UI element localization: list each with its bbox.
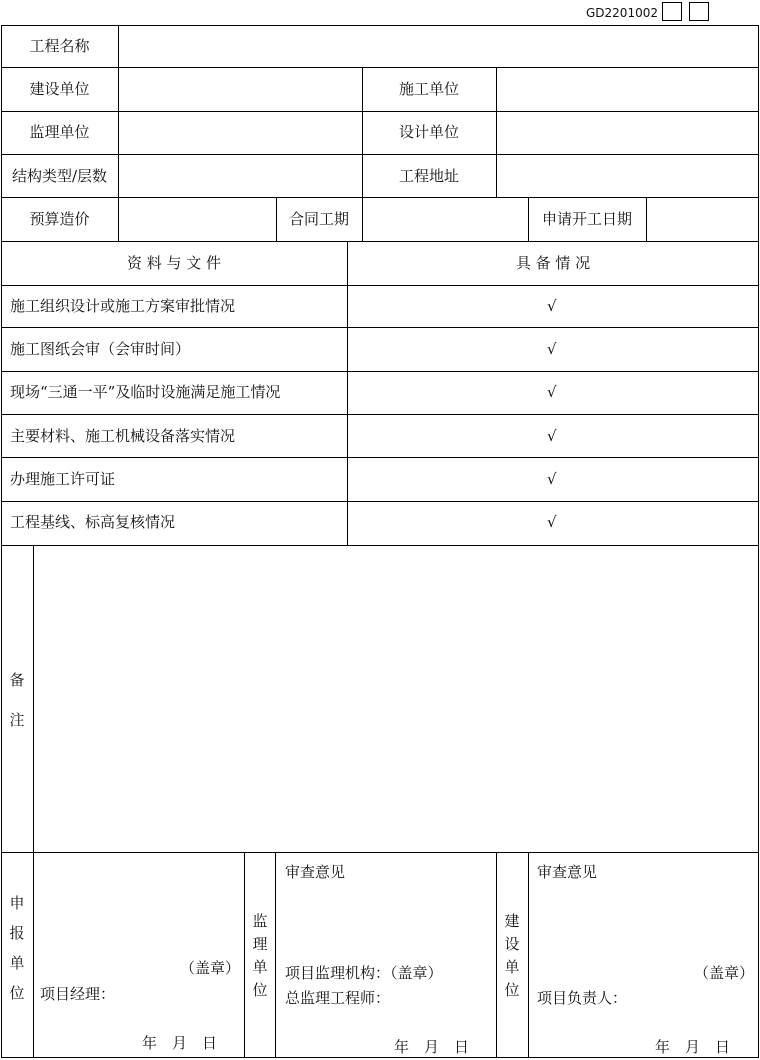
checklist-header-status: 具 备 情 况 [515,254,591,272]
constructor-label: 施工单位 [398,80,459,98]
project-name-label: 工程名称 [29,37,90,55]
owner-unit-vertical-label: 建设单位 [504,912,520,999]
budget-label: 预算造价 [29,210,90,228]
checklist-item-label: 施工组织设计或施工方案审批情况 [10,297,236,315]
remarks-label: 备注 [9,671,25,729]
document-code: GD2201002 [586,6,658,20]
check-mark-icon: √ [547,470,557,488]
builder-label: 建设单位 [29,80,90,98]
supervisor-unit-label: 监理单位 [29,123,90,141]
supervisor-date: 年 月 日 [394,1038,470,1056]
checklist-item-label: 工程基线、标高复核情况 [10,513,176,531]
owner-date: 年 月 日 [655,1038,731,1056]
checklist-item-label: 主要材料、施工机械设备落实情况 [10,427,236,445]
check-mark-icon: √ [547,383,557,401]
checklist-item-label: 现场“三通一平”及临时设施满足施工情况 [10,383,281,401]
checklist-item-label: 施工图纸会审（会审时间） [10,340,191,358]
applicant-seal: （盖章） [180,959,241,977]
code-box-1[interactable] [662,2,682,21]
check-mark-icon: √ [547,297,557,315]
designer-label: 设计单位 [398,123,459,141]
structure-label: 结构类型/层数 [11,167,108,185]
check-mark-icon: √ [547,427,557,445]
owner-seal: （盖章） [694,964,755,982]
checklist-header-docs: 资 料 与 文 件 [126,254,222,272]
checklist-item-label: 办理施工许可证 [10,470,116,488]
owner-opinion-label: 审查意见 [537,863,598,881]
applicant-unit-label: 申报单位 [9,894,25,1002]
supervisor-unit-vertical-label: 监理单位 [252,912,268,999]
check-mark-icon: √ [547,340,557,358]
code-box-2[interactable] [689,2,709,21]
check-mark-icon: √ [547,513,557,531]
applicant-date: 年 月 日 [142,1034,218,1052]
chief-engineer-label: 总监理工程师： [285,989,391,1007]
supervisor-opinion-label: 审查意见 [285,863,346,881]
address-label: 工程地址 [398,167,459,185]
supervisor-org-label: 项目监理机构：（盖章） [285,964,443,982]
project-leader-label: 项目负责人： [537,989,628,1007]
project-manager-label: 项目经理： [40,985,116,1003]
contract-period-label: 合同工期 [288,210,349,228]
start-date-label: 申请开工日期 [541,210,632,228]
